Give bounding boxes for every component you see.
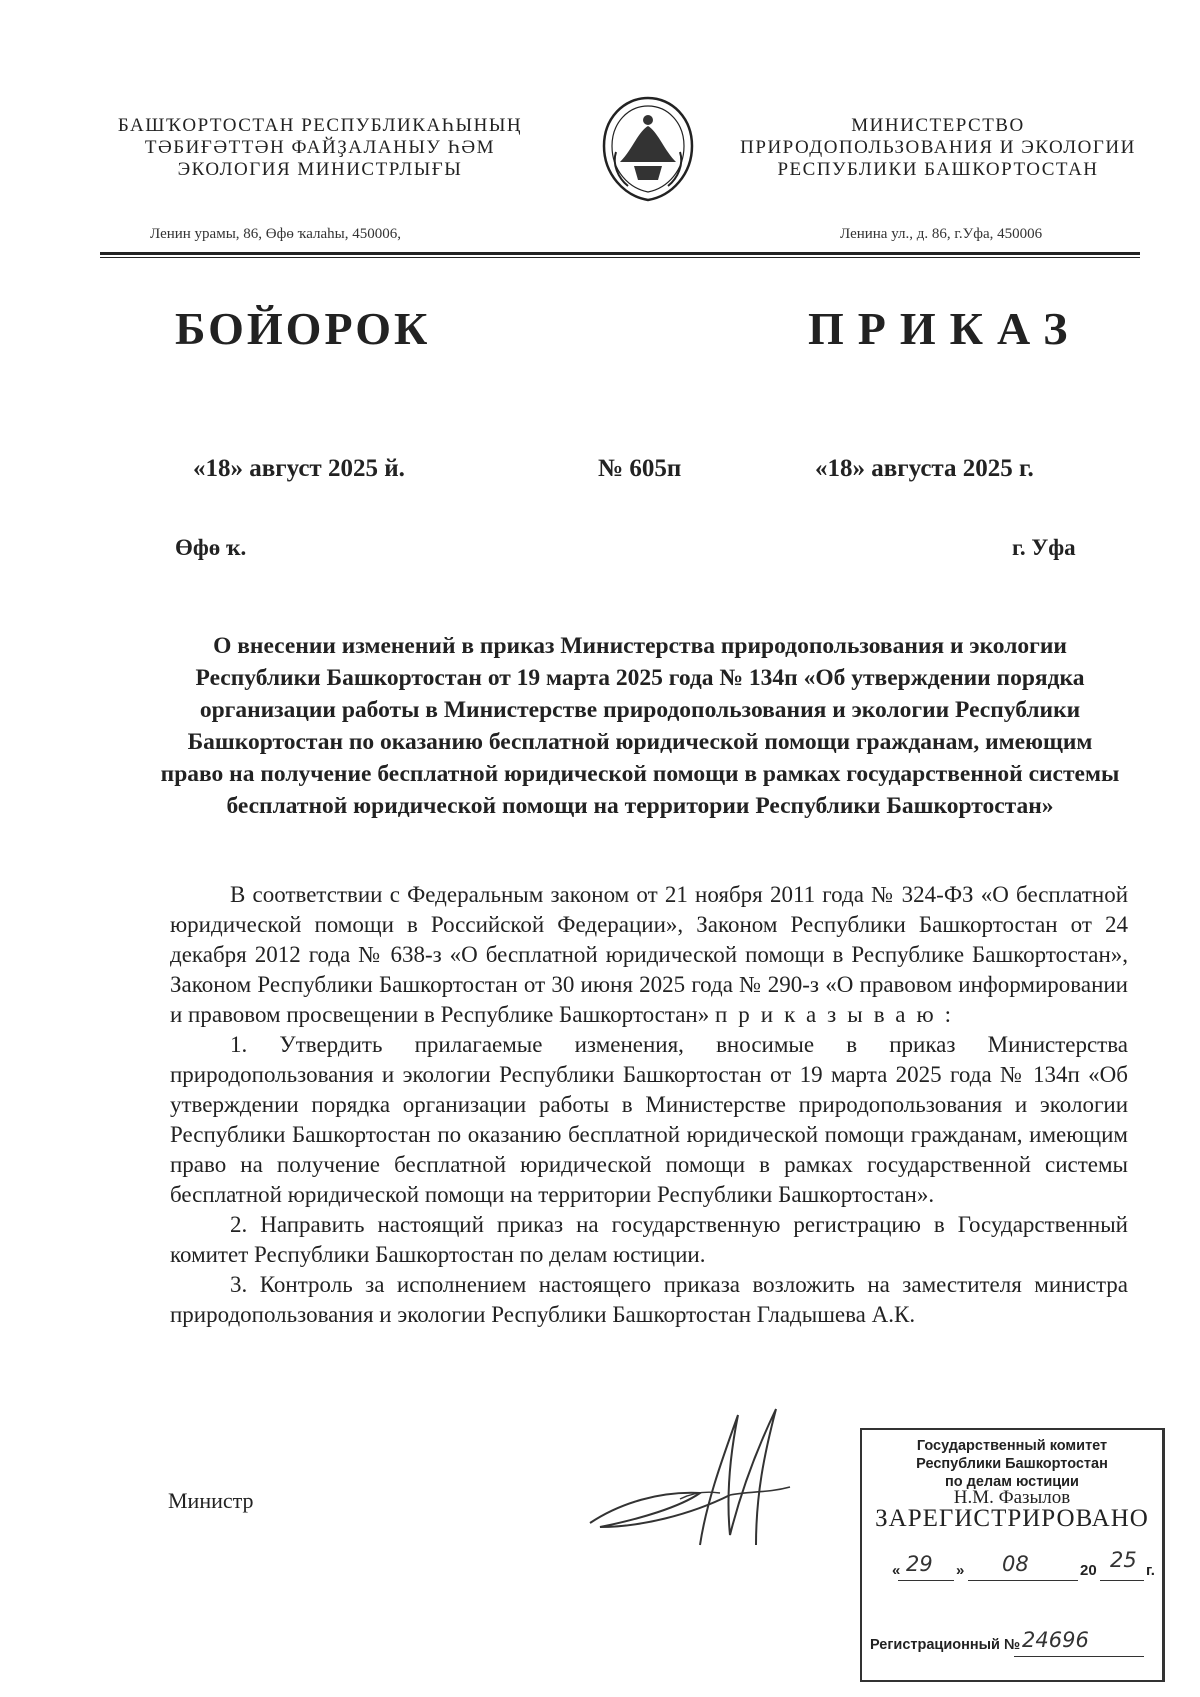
org-name-line: БАШҠОРТОСТАН РЕСПУБЛИКАҺЫНЫҢ — [117, 115, 523, 136]
coat-of-arms-icon — [598, 92, 698, 204]
org-name-bashkir — [110, 115, 530, 181]
stamp-date — [884, 1548, 1155, 1588]
stamp-official-name: Н.М. Фазылов — [953, 1487, 1071, 1508]
place-russian: г. Уфа — [1012, 535, 1076, 560]
stamp-reg-underline — [1014, 1656, 1144, 1657]
preamble-paragraph — [170, 880, 1128, 1030]
date-bashkir: «18» август 2025 й. — [193, 455, 405, 482]
stamp-line: по делам юстиции — [945, 1474, 1079, 1490]
org-name-line: РЕСПУБЛИКИ БАШКОРТОСТАН — [777, 159, 1099, 180]
stamp-registered-label: ЗАРЕГИСТРИРОВАНО — [875, 1505, 1149, 1532]
address-bashkir: Ленин урамы, 86, Өфө ҡалаһы, 450006, — [150, 226, 401, 242]
order-body — [170, 880, 1128, 1330]
signatory-position: Министр — [168, 1488, 254, 1513]
address-russian: Ленина ул., д. 86, г.Уфа, 450006 — [840, 226, 1043, 242]
stamp-date-year-unit: г. — [1146, 1562, 1155, 1579]
stamp-date-year: 25 — [1110, 1548, 1137, 1572]
org-name-line: ЭКОЛОГИЯ МИНИСТРЛЫҒЫ — [177, 159, 463, 180]
stamp-date-quote: « — [892, 1562, 901, 1579]
preamble-text: В соответствии с Федеральным законом от 21 ноября 2011 года № 324-ФЗ «О бесплатной юридической помощи в Российской Федерации», Законом Республики Башкортостан от 24 декабря 2012 года № 638-з «О бесплатной юридической помощи в Республике Башкортостан», Законом Республики Башкортостан от 30 июня 2025 года № 290-з «О правовом информировании и правовом просвещении в Республике Башкортостан» — [170, 882, 1128, 1027]
title-bashkir: БОЙОРОК — [175, 303, 431, 354]
stamp-date-month: 08 — [1002, 1552, 1029, 1576]
date-russian: «18» августа 2025 г. — [815, 455, 1034, 482]
place-bashkir: Өфө ҡ. — [175, 535, 247, 560]
title-russian: ПРИКАЗ — [808, 303, 1082, 354]
stamp-line: Республики Башкортостан — [916, 1456, 1108, 1472]
org-name-line: МИНИСТЕРСТВО — [851, 115, 1025, 136]
order-keyword: приказываю: — [715, 1002, 963, 1027]
header-divider-thick — [100, 252, 1140, 255]
item-2-paragraph: 2. Направить настоящий приказ на государственную регистрацию в Государственный комитет Республики Башкортостан по делам юстиции. — [170, 1212, 1128, 1267]
header-divider-thin — [100, 257, 1140, 258]
stamp-line: Государственный комитет — [916, 1438, 1108, 1454]
stamp-day-underline — [898, 1580, 954, 1581]
order-subject: О внесении изменений в приказ Министерства природопользования и экологии Республики Башкортостан от 19 марта 2025 года № 134п «Об утверждении порядка организации работы в Министерстве природопользования и экологии Республики Башкортостан по оказанию бесплатной юридической помощи гражданам, имеющим право на получение бесплатной юридической помощи в рамках государственной системы бесплатной юридической помощи на территории Республики Башкортостан» — [160, 633, 1120, 819]
stamp-reg-number: 24696 — [1022, 1628, 1089, 1652]
stamp-date-quote: » — [956, 1562, 965, 1579]
org-name-line: ТӘБИҒӘТТӘН ФАЙҘАЛАНЫУ ҺӘМ — [144, 137, 496, 158]
registration-stamp — [860, 1428, 1165, 1682]
org-name-line: ПРИРОДОПОЛЬЗОВАНИЯ И ЭКОЛОГИИ — [740, 137, 1136, 158]
handwritten-signature — [580, 1395, 830, 1565]
item-3-paragraph: 3. Контроль за исполнением настоящего приказа возложить на заместителя министра природопользования и экологии Республики Башкортостан Гладышева А.К. — [170, 1272, 1128, 1327]
item-1-paragraph: 1. Утвердить прилагаемые изменения, вносимые в приказ Министерства природопользования и экологии Республики Башкортостан от 19 марта 2025 года № 134п «Об утверждении порядка организации работы в Министерстве природопользования и экологии Республики Башкортостан по оказанию бесплатной юридической помощи гражданам, имеющим право на получение бесплатной юридической помощи в рамках государственной системы бесплатной юридической помощи на территории Республики Башкортостан». — [170, 1032, 1128, 1207]
stamp-month-underline — [968, 1580, 1078, 1581]
stamp-date-year-prefix: 20 — [1080, 1562, 1097, 1579]
stamp-year-underline — [1100, 1580, 1144, 1581]
stamp-date-day: 29 — [906, 1552, 933, 1576]
order-number: № 605п — [598, 455, 682, 482]
stamp-reg-label: Регистрационный № — [870, 1637, 1021, 1653]
org-name-russian — [728, 115, 1148, 181]
